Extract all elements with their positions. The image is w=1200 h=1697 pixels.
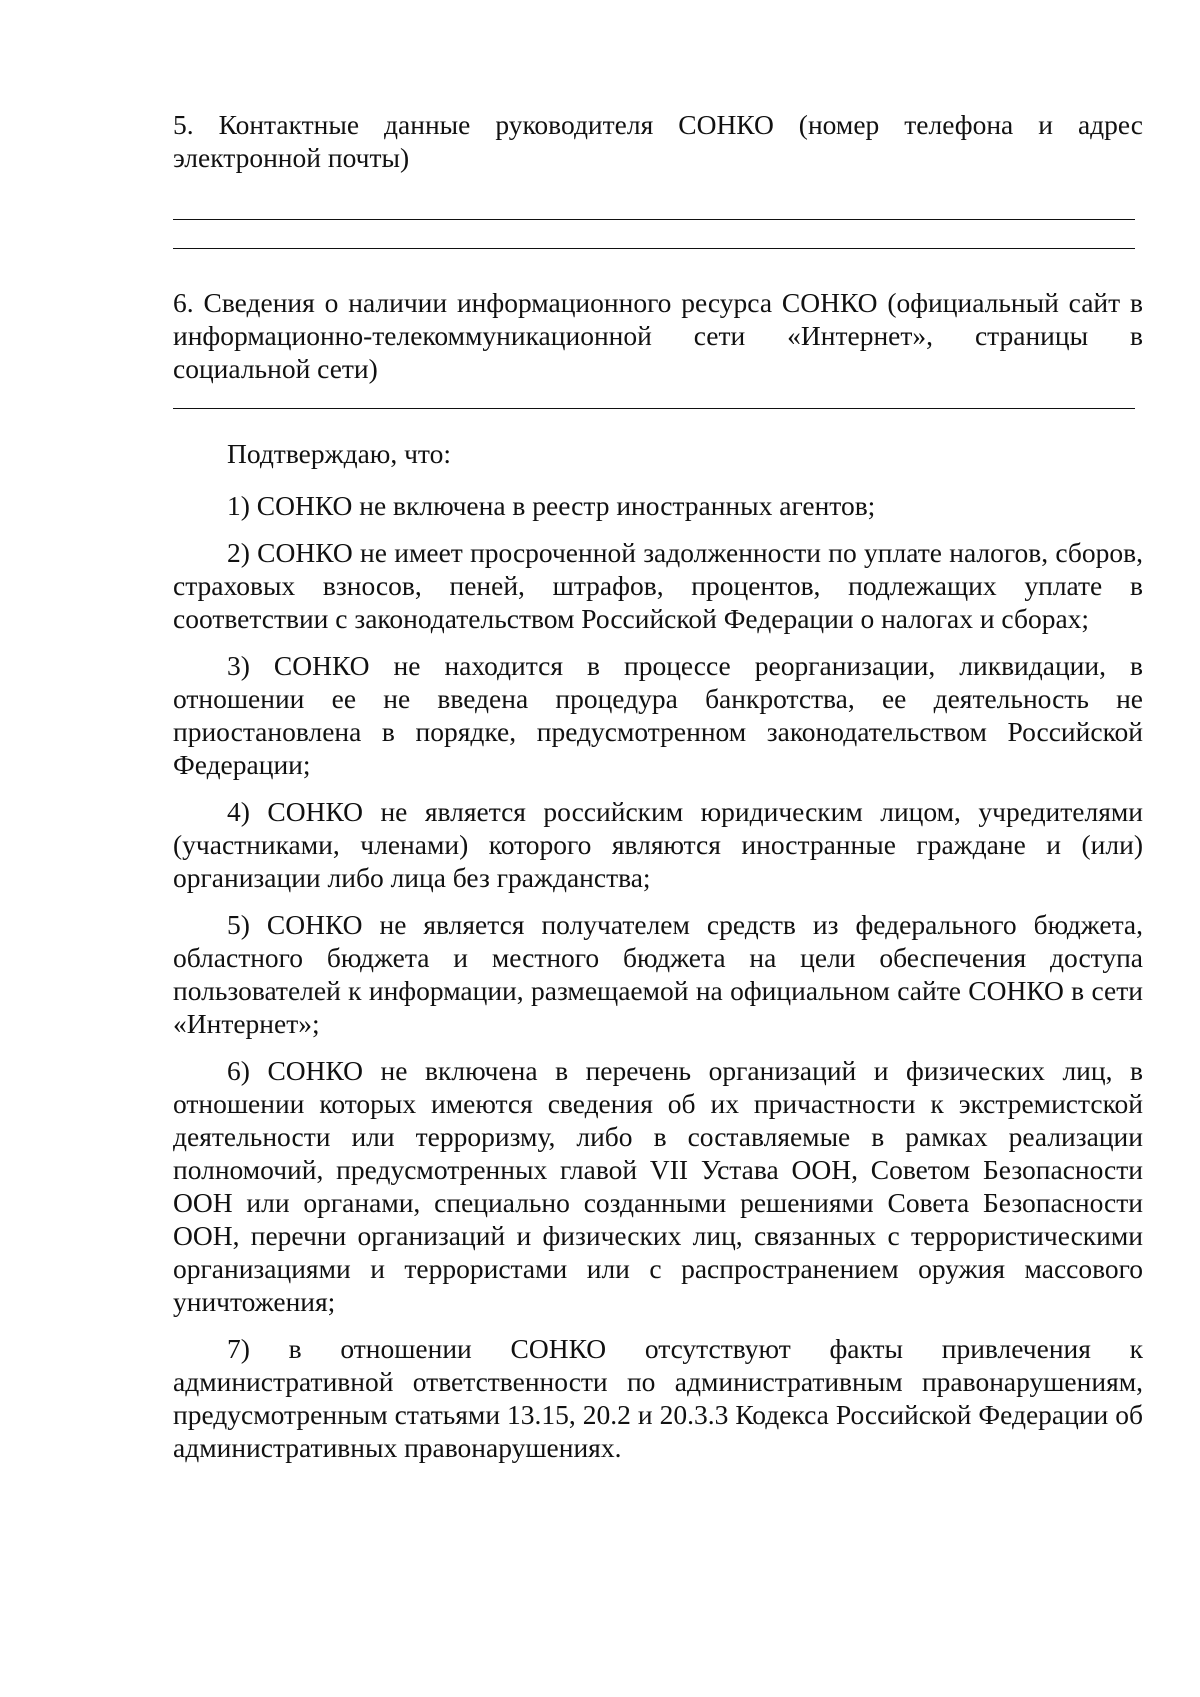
- section-6-heading: 6. Сведения о наличии информационного ресурса СОНКО (официальный сайт в информационно-телекоммуникационной сети «Интернет», страницы в социальной сети): [173, 287, 1143, 384]
- confirm-item-2: 2) СОНКО не имеет просроченной задолженности по уплате налогов, сборов, страховых взносов, пеней, штрафов, процентов, подлежащих уплате в соответствии с законодательством Российской Федерации о налогах и сборах;: [173, 537, 1143, 634]
- confirm-item-5: 5) СОНКО не является получателем средств из федерального бюджета, областного бюджета и местного бюджета на цели обеспечения доступа пользователей к информации, размещаемой на официальном сайте СОНКО в сети «Интернет»;: [173, 909, 1143, 1039]
- confirm-item-1: 1) СОНКО не включена в реестр иностранных агентов;: [227, 490, 876, 521]
- confirm-item-6: 6) СОНКО не включена в перечень организаций и физических лиц, в отношении которых имеются сведения об их причастности к экстремистской деятельности или терроризму, либо в составляемые в рамках реализации полномочий, предусмотренных главой VII Устава ООН, Советом Безопасности ООН или органами, специально созданными решениями Совета Безопасности ООН, перечни организаций и физических лиц, связанных с террористическими организациями и террористами или с распространением оружия массового уничтожения;: [173, 1055, 1143, 1317]
- document-page: [173, 108, 1143, 1464]
- section-5-heading: 5. Контактные данные руководителя СОНКО (номер телефона и адрес электронной почты): [173, 109, 1143, 173]
- confirm-intro: Подтверждаю, что:: [227, 438, 451, 469]
- confirm-item-4: 4) СОНКО не является российским юридическим лицом, учредителями (участниками, членами) которого являются иностранные граждане и (или) организации либо лица без гражданства;: [173, 796, 1143, 893]
- confirm-item-7: 7) в отношении СОНКО отсутствуют факты привлечения к административной ответственности по административным правонарушениям, предусмотренным статьями 13.15, 20.2 и 20.3.3 Кодекса Российской Федерации об административных правонарушениях.: [173, 1333, 1143, 1463]
- confirm-item-3: 3) СОНКО не находится в процессе реорганизации, ликвидации, в отношении ее не введена процедура банкротства, ее деятельность не приостановлена в порядке, предусмотренном законодательством Российской Федерации;: [173, 650, 1143, 780]
